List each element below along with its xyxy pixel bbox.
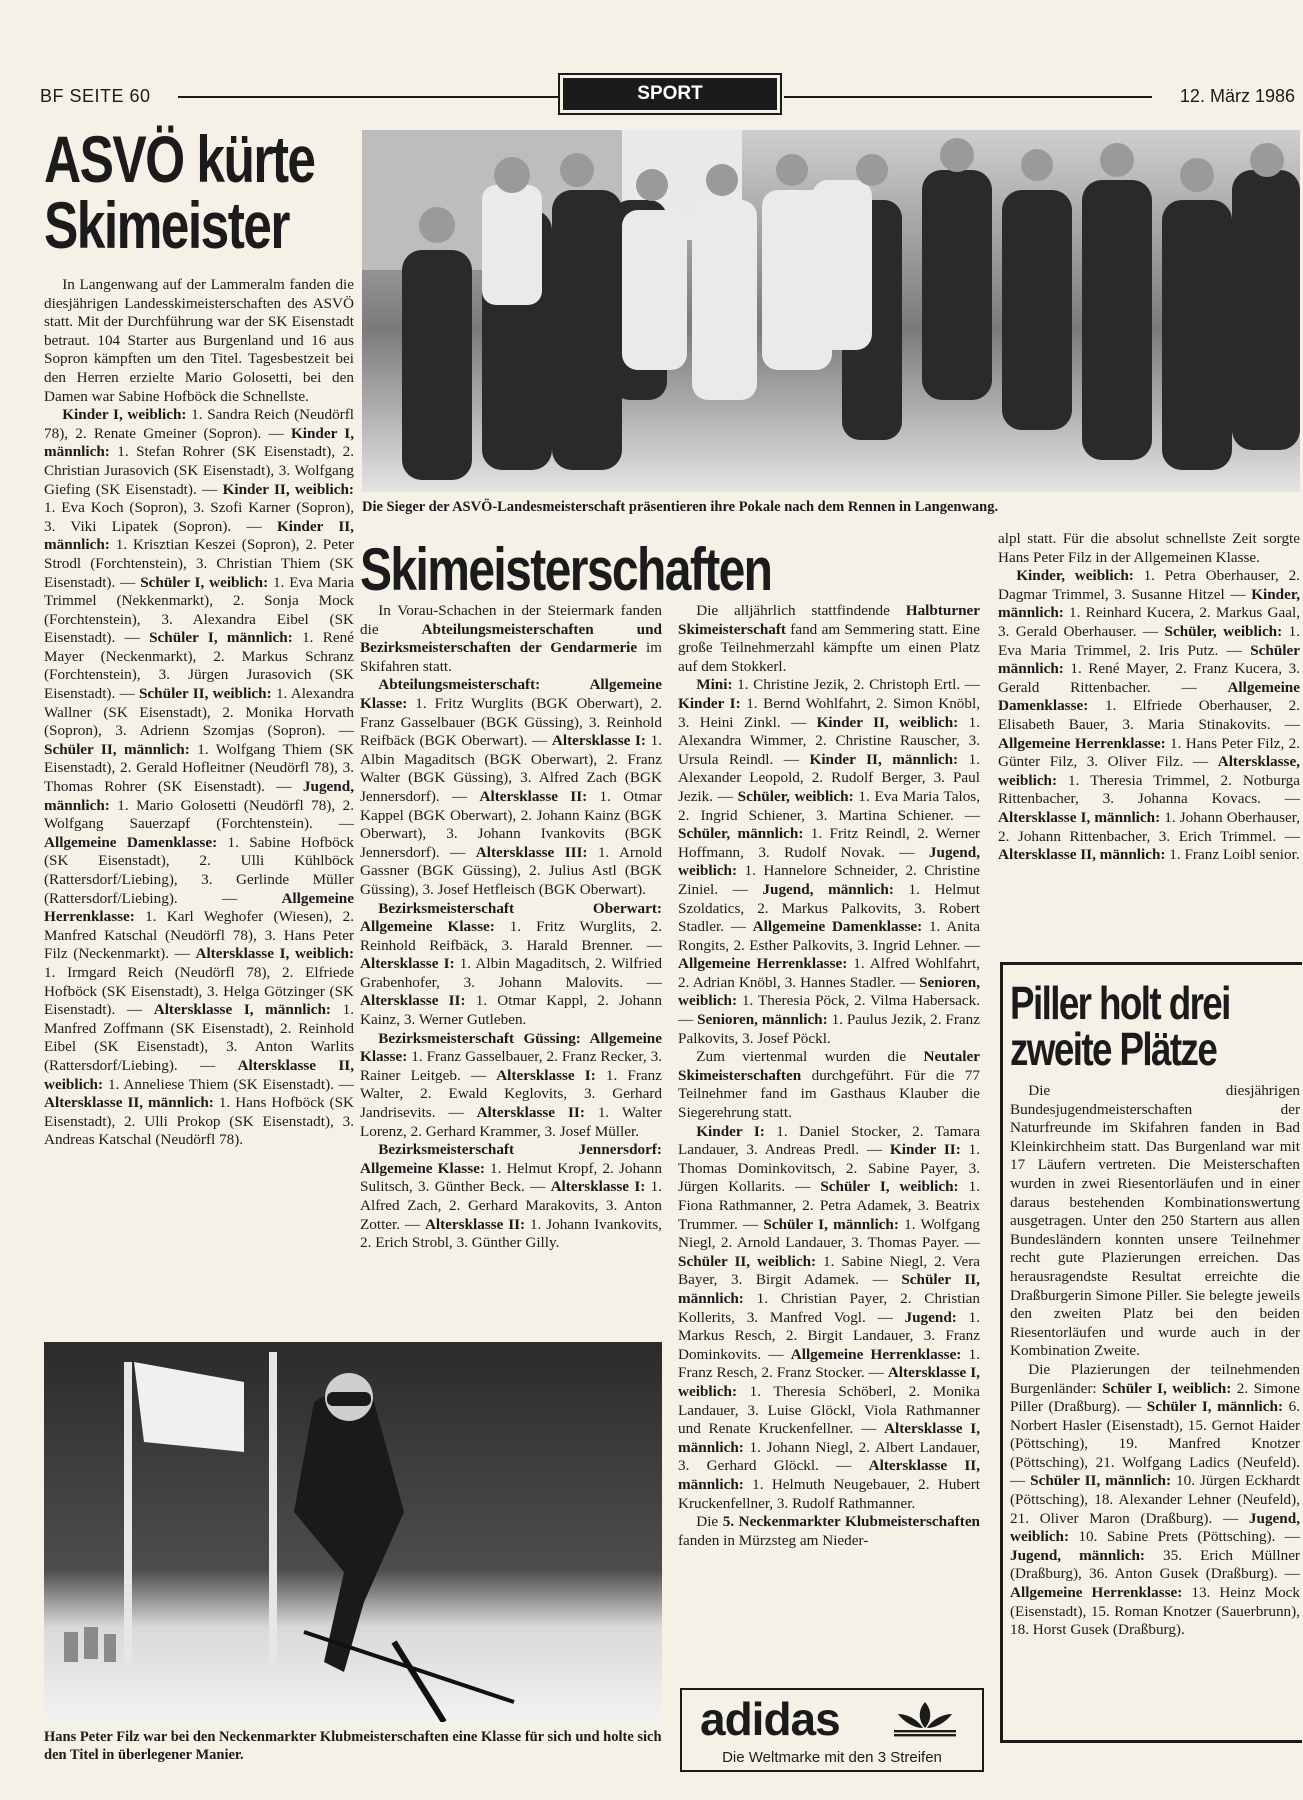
headline-piller: Piller holt drei zweite Plätze [1010, 977, 1230, 1075]
photo-winners-image [362, 130, 1300, 492]
article-asvoe-body: In Langenwang auf der Lammeralm fanden die diesjährigen Landesskimeisterschaften des ASVÖ statt. Mit der Durchführung war der SK Eisenstadt betraut. 104 Starter aus Burgenland und 16 aus Sopron kämpften um den Titel. Tagesbestzeit bei den Herren erzielte Mario Golosetti, bei den Damen war Sabine Hofböck die Schnellste. Kinder I, weiblich: 1. Sandra Reich (Neudörfl 78), 2. Renate Gmeiner (Sopron). — Kinder I, männlich: 1. Stefan Rohrer (SK Eisenstadt), 2. Christian Jurasovich (SK Eisenstadt), 3. Wolfgang Giefing (SK Eisenstadt). — Kinder II, weiblich: 1. Eva Koch (Sopron), 3. Szofi Karner (Sopron), 3. Viki Lipatek (Sopron). — Kinder II, männlich: 1. Krisztian Keszei (Sopron), 2. Peter Strodl (Forchtenstein), 3. Christian Thiem (SK Eisenstadt). — Schüler I, weiblich: 1. Eva Maria Trimmel (Nekkenmarkt), 2. Sonja Mock (Forchtenstein), 3. Alexandra Eibel (SK Eisenstadt). — Schüler I, männlich: 1. René Mayer (Neckenmarkt), 2. Markus Schranz (Forchtenstein), 3. Jürgen Jurasovich (SK Eisenstadt). — Schüler II, weiblich: 1. Alexandra Wallner (SK Eisenstadt), 2. Monika Horvath (Sopron), 3. Adrienn Szomjas (Sopron). — Schüler II, männlich: 1. Wolfgang Thiem (SK Eisenstadt), 2. Gerald Hofleitner (Neudörfl 78), 3. Thomas Rohrer (SK Eisenstadt). — Jugend, männlich: 1. Mario Golosetti (Neudörfl 78), 2. Wolfgang Sauerzapf (Forchtenstein). — Allgemeine Damenklasse: 1. Sabine Hofböck (SK Eisenstadt), 2. Ulli Kühlböck (Rattersdorf/Liebing), 3. Gerlinde Müller (Rattersdorf/Liebing). — Allgemeine Herrenklasse: 1. Karl Weghofer (Wiesen), 2. Manfred Katschal (Neudörfl 78), 3. Hans Peter Filz (Neckenmarkt). — Altersklasse I, weiblich: 1. Irmgard Reich (Neudörfl 78), 2. Elfriede Hofböck (SK Eisenstadt), 3. Helga Götzinger (SK Eisenstadt). — Altersklasse I, männlich: 1. Manfred Zoffmann (SK Eisenstadt), 2. Reinhold Eibel (SK Eisenstadt), 3. Anton Warlits (Rattersdorf/Liebing). — Altersklasse II, weiblich: 1. Anneliese Thiem (SK Eisenstadt). — Altersklasse II, männlich: 1. Hans Hofböck (SK Eisenstadt), 2. Ulli Prokop (SK Eisenstadt), 3. Andreas Katschal (Neudörfl 78). [44, 276, 354, 1149]
adidas-advertisement [680, 1688, 984, 1772]
article-neckenmarkt-column: alpl statt. Für die absolut schnellste Zeit sorgte Hans Peter Filz in der Allgemeinen Klasse. Kinder, weiblich: 1. Petra Oberhauser, 2. Dagmar Trimmel, 3. Susanne Hitzel — Kinder, männlich: 1. Reinhard Kucera, 2. Markus Gaal, 3. Gerald Oberhauser. — Schüler, weiblich: 1. Eva Maria Trimmel, 2. Iris Putz. — Schüler männlich: 1. René Mayer, 2. Franz Kucera, 3. Gerald Rittenbacher. — Allgemeine Damenklasse: 1. Elfriede Oberhauser, 2. Elisabeth Bauer, 3. Maria Stinakovits. — Allgemeine Herrenklasse: 1. Hans Peter Filz, 2. Günter Filz, 3. Oliver Filz. — Altersklasse, weiblich: 1. Theresia Trimmel, 2. Notburga Rittenbacher, 3. Johanna Kovacs. — Altersklasse I, männlich: 1. Johann Oberhauser, 2. Johann Rittenbacher, 3. Erich Trimmel. — Altersklasse II, männlich: 1. Franz Loibl senior. [998, 530, 1300, 864]
box-top-rule [1000, 962, 1302, 965]
adidas-tagline: Die Weltmarke mit den 3 Streifen [722, 1749, 942, 1766]
article-gendarmerie-column: In Vorau-Schachen in der Steiermark fanden die Abteilungsmeisterschaften und Bezirksmeisterschaften der Gendarmerie im Skifahren statt. Abteilungsmeisterschaft: Allgemeine Klasse: 1. Fritz Wurglits (BGK Oberwart), 2. Franz Gasselbauer (BGK Güssing), 3. Reinhold Reifbäck (BGK Oberwart). — Altersklasse I: 1. Albin Magaditsch (BGK Oberwart), 2. Franz Walter (BGK Güssing), 3. Alfred Zach (BGK Jennersdorf). — Altersklasse II: 1. Otmar Kappel (BGK Oberwart), 2. Johann Kainz (BGK Oberwart), 3. Johann Ivankovits (BGK Jennersdorf). — Altersklasse III: 1. Arnold Gassner (BGK Güssing), 2. Julius Astl (BGK Güssing), 3. Josef Hetfleisch (BGK Oberwart). Bezirksmeisterschaft Oberwart: Allgemeine Klasse: 1. Fritz Wurglits, 2. Reinhold Reifbäck, 3. Harald Brenner. — Altersklasse I: 1. Albin Magaditsch, 2. Wilfried Grabenhofer, 3. Johann Malovits. — Altersklasse II: 1. Otmar Kappl, 2. Johann Kainz, 3. Werner Gutleben. Bezirksmeisterschaft Güssing: Allgemeine Klasse: 1. Franz Gasselbauer, 2. Franz Recker, 3. Rainer Leitgeb. — Altersklasse I: 1. Franz Walter, 2. Ewald Keglovits, 3. Gerhard Jandrisevits. — Altersklasse II: 1. Walter Lorenz, 2. Gerhard Krammer, 3. Josef Müller. Bezirksmeisterschaft Jennersdorf: Allgemeine Klasse: 1. Helmut Kropf, 2. Johann Sulitsch, 3. Günther Beck. — Altersklasse I: 1. Alfred Zach, 2. Gerhard Marakovits, 3. Anton Zotter. — Altersklasse II: 1. Johann Ivankovits, 2. Erich Strobl, 3. Günther Gilly. [360, 602, 662, 1252]
header-rule-left [178, 96, 558, 98]
photo-winners-group [362, 130, 1300, 492]
section-label: SPORT [563, 78, 777, 110]
header-rule-right [784, 96, 1152, 98]
page-label: BF SEITE 60 [40, 86, 151, 106]
adidas-wordmark: adidas [700, 1693, 840, 1745]
headline-asvoe: ASVÖ kürte Skimeister [44, 122, 315, 262]
photo-winners-caption: Die Sieger der ASVÖ-Landesmeisterschaft präsentieren ihre Pokale nach dem Rennen in Langenwang. [362, 499, 999, 515]
article-piller-body: Die diesjährigen Bundesjugendmeisterschaften der Naturfreunde im Skifahren fanden in Bad Kleinkirchheim statt. Das Burgenland war mit 17 Läufern vertreten. Die Meisterschaften wurden in zwei Riesentorläufen und in einer daraus bestehenden Kombinationswertung ausgetragen. Unter den 250 Startern aus allen Bundesländern konnten unsere Teilnehmer recht gute Plazierungen erreichen. Das herausragendste Resultat erreichte die Draßburgerin Simone Piller. Sie belegte jeweils den zweiten Platz bei den beiden Riesentorläufen und wurde auch in der Kombination Zweite. Die Plazierungen der teilnehmenden Burgenländer: Schüler I, weiblich: 2. Simone Piller (Draßburg). — Schüler I, männlich: 6. Norbert Hasler (Eisenstadt), 15. Gernot Haider (Pöttsching), 19. Manfred Knotzer (Pöttsching), 21. Wolfgang Ladics (Neufeld). — Schüler II, männlich: 10. Jürgen Eckhardt (Pöttsching), 18. Alexander Lehner (Neufeld), 21. Oliver Maron (Draßburg). — Jugend, weiblich: 10. Sabine Prets (Pöttsching). — Jugend, männlich: 35. Erich Müllner (Draßburg), 36. Anton Gusek (Draßburg). — Allgemeine Herrenklasse: 13. Heinz Mock (Eisenstadt), 15. Roman Knotzer (Sauerbrunn), 18. Horst Gusek (Draßburg). [1010, 1082, 1300, 1639]
issue-date: 12. März 1986 [1179, 86, 1295, 106]
photo-skier-caption: Hans Peter Filz war bei den Neckenmarkter Klubmeisterschaften eine Klasse für sich und holte sich den Titel in überlegener Manier. [44, 1729, 662, 1763]
headline-skimeisterschaften: Skimeisterschaften [360, 536, 772, 603]
photo-skier-image [44, 1342, 662, 1722]
photo-skier [44, 1342, 662, 1722]
trefoil-icon [890, 1698, 960, 1743]
article-halbturn-column: Die alljährlich stattfindende Halbturner Skimeisterschaft fand am Semmering statt. Eine große Teilnehmerzahl kämpfte um einen Platz auf dem Stokkerl. Mini: 1. Christine Jezik, 2. Christoph Ertl. — Kinder I: 1. Bernd Wohlfahrt, 2. Simon Knöbl, 3. Heini Zinkl. — Kinder II, weiblich: 1. Alexandra Wimmer, 2. Christine Rauscher, 3. Ursula Reindl. — Kinder II, männlich: 1. Alexander Leopold, 2. Rudolf Berger, 3. Paul Jezik. — Schüler, weiblich: 1. Eva Maria Talos, 2. Ingrid Schiener, 3. Martina Schiener. — Schüler, männlich: 1. Fritz Reindl, 2. Werner Hoffmann, 3. Rudolf Novak. — Jugend, weiblich: 1. Hannelore Schneider, 2. Christine Ziniel. — Jugend, männlich: 1. Helmut Szoldatics, 2. Markus Palkovits, 3. Robert Stadler. — Allgemeine Damenklasse: 1. Anita Rongits, 2. Esther Palkovits, 3. Ingrid Lehner. — Allgemeine Herrenklasse: 1. Alfred Wohlfahrt, 2. Adrian Knöbl, 3. Hannes Stadler. — Senioren, weiblich: 1. Theresia Pöck, 2. Vilma Habersack. — Senioren, männlich: 1. Paulus Jezik, 2. Franz Palkovits, 3. Josef Pöckl. Zum viertenmal wurden die Neutaler Skimeisterschaften durchgeführt. Für die 77 Teilnehmer fand im Gasthaus Klauber die Siegerehrung statt. Kinder I: 1. Daniel Stocker, 2. Tamara Landauer, 3. Andreas Predl. — Kinder II: 1. Thomas Dominkovitsch, 2. Sabine Payer, 3. Jürgen Kollarits. — Schüler I, weiblich: 1. Fiona Rathmanner, 2. Petra Adamek, 3. Beatrix Trummer. — Schüler I, männlich: 1. Wolfgang Niegl, 2. Arnold Landauer, 3. Thomas Payer. — Schüler II, weiblich: 1. Sabine Niegl, 2. Vera Bayer, 3. Birgit Adamek. — Schüler II, männlich: 1. Christian Payer, 2. Christian Kollerits, 3. Manfred Vogl. — Jugend: 1. Markus Resch, 2. Birgit Landauer, 3. Franz Dominkovits. — Allgemeine Herrenklasse: 1. Franz Resch, 2. Franz Stocker. — Altersklasse I, weiblich: 1. Theresia Schöberl, 2. Monika Landauer, 3. Luise Glöckl, Viola Rathmanner und Renate Kruckenfellner. — Altersklasse I, männlich: 1. Johann Niegl, 2. Albert Landauer, 3. Gerhard Glöckl. — Altersklasse II, männlich: 1. Helmuth Neugebauer, 2. Hubert Kruckenfellner, 3. Rudolf Rathmanner. Die 5. Neckenmarkter Klubmeisterschaften fanden in Mürzsteg am Nieder- [678, 602, 980, 1549]
box-left-rule [1000, 962, 1003, 1742]
